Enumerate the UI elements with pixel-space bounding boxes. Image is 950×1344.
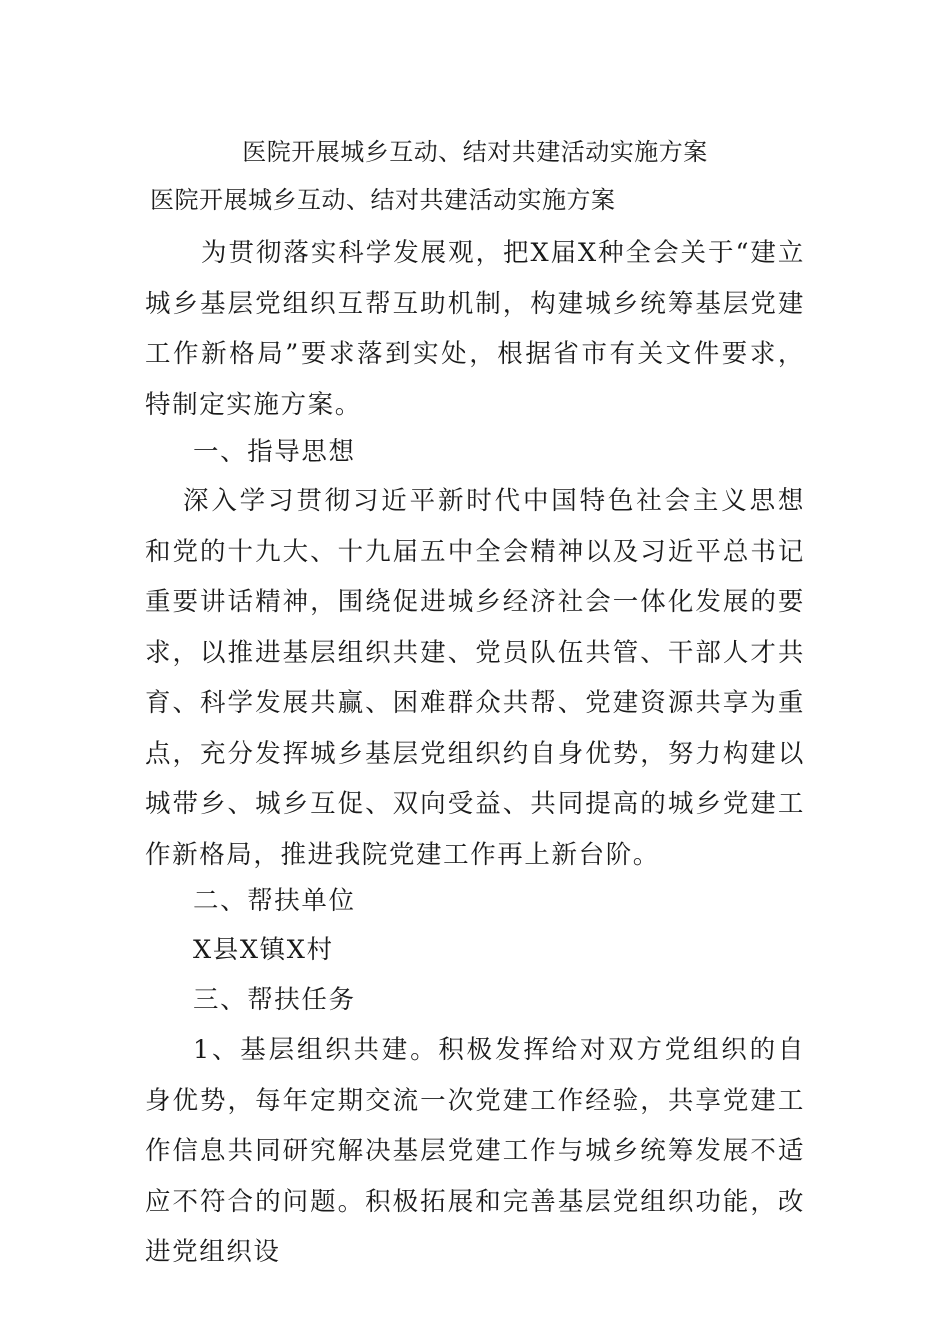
assisted-unit-paragraph: X县X镇X村: [193, 935, 334, 965]
intro-paragraph: 为贯彻落实科学发展观，把X届X种全会关于“建立城乡基层党组织互帮互助机制，构建城乡统筹基层党建工作新格局”要求落到实处，根据省市有关文件要求，特制定实施方案。: [145, 238, 805, 420]
document-subtitle: 医院开展城乡互动、结对共建活动实施方案: [150, 186, 616, 214]
task-1-paragraph: 1、基层组织共建。积极发挥给对双方党组织的自身优势，每年定期交流一次党建工作经验，共享党建工作信息共同研究解决基层党建工作与城乡统筹发展不适应不符合的问题。积极拓展和完善基层党组织功能，改进党组织设: [145, 1035, 805, 1267]
section-heading-assisted-unit: 二、帮扶单位: [193, 886, 356, 916]
document-title: 医院开展城乡互动、结对共建活动实施方案: [242, 138, 708, 166]
section-heading-guiding-thought: 一、指导思想: [193, 437, 356, 467]
section-heading-assistance-tasks: 三、帮扶任务: [193, 985, 356, 1015]
guiding-thought-paragraph: 深入学习贯彻习近平新时代中国特色社会主义思想和党的十九大、十九届五中全会精神以及习近平总书记重要讲话精神，围绕促进城乡经济社会一体化发展的要求，以推进基层组织共建、党员队伍共管、干部人才共育、科学发展共赢、困难群众共帮、党建资源共享为重点，充分发挥城乡基层党组织约自身优势，努力构建以城带乡、城乡互促、双向受益、共同提高的城乡党建工作新格局，推进我院党建工作再上新台阶。: [145, 486, 805, 870]
